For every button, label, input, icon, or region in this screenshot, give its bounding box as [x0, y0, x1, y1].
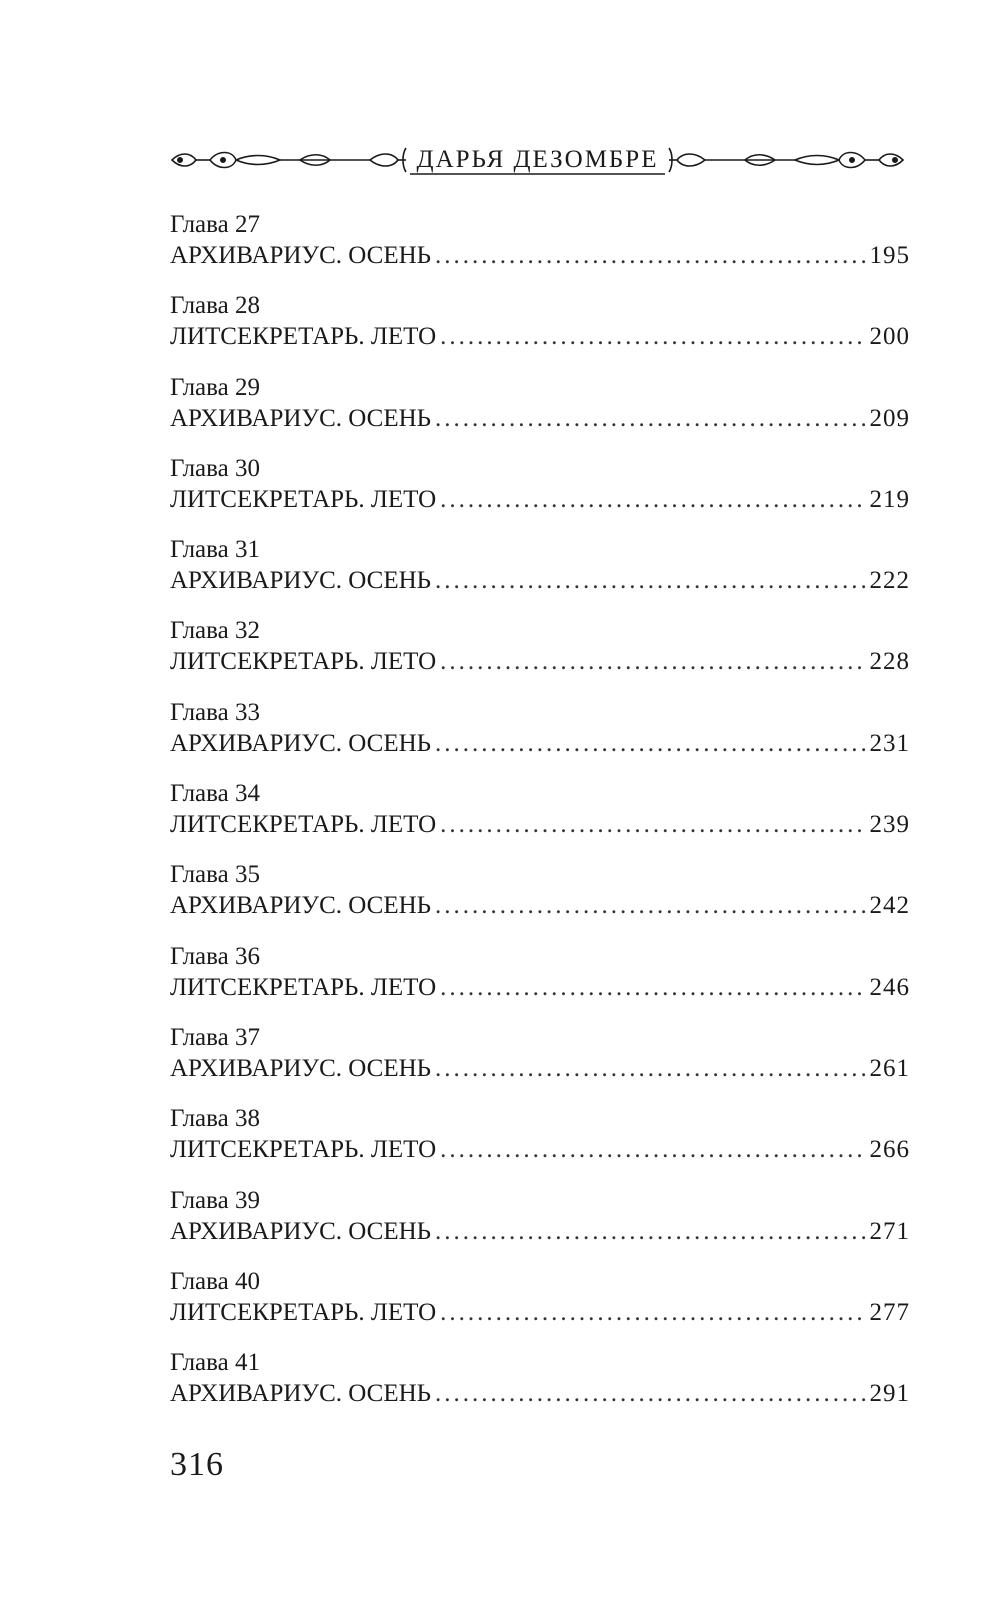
dot-leader — [440, 1297, 865, 1328]
chapter-number: Глава 35 — [170, 861, 260, 889]
chapter-number: Глава 41 — [170, 1349, 260, 1377]
dot-leader — [440, 484, 865, 515]
toc-title-line — [170, 646, 910, 677]
page-ref: 261 — [869, 1054, 910, 1082]
toc-entry — [170, 534, 910, 615]
toc-entry — [170, 1266, 910, 1347]
page-ref: 271 — [869, 1217, 910, 1245]
dot-leader — [440, 972, 865, 1003]
running-header — [170, 138, 905, 182]
chapter-title: АРХИВАРИУС. ОСЕНЬ — [170, 892, 431, 920]
dot-leader — [435, 403, 866, 434]
dot-leader — [435, 890, 866, 921]
page-ref: 195 — [869, 242, 910, 269]
chapter-title: ЛИТСЕКРЕТАРЬ. ЛЕТО — [170, 323, 437, 351]
page-number: 316 — [170, 1446, 224, 1483]
toc-entry — [170, 615, 910, 696]
page-ref: 242 — [869, 892, 910, 920]
chapter-number: Глава 38 — [170, 1105, 260, 1133]
dot-leader — [440, 1134, 865, 1165]
chapter-title: ЛИТСЕКРЕТАРЬ. ЛЕТО — [170, 1298, 437, 1326]
chapter-title: ЛИТСЕКРЕТАРЬ. ЛЕТО — [170, 485, 437, 513]
chapter-number: Глава 37 — [170, 1023, 260, 1051]
chapter-number: Глава 27 — [170, 211, 260, 238]
chapter-number: Глава 29 — [170, 373, 260, 401]
chapter-title: АРХИВАРИУС. ОСЕНЬ — [170, 729, 431, 757]
toc-title-line — [170, 565, 910, 596]
chapter-title: АРХИВАРИУС. ОСЕНЬ — [170, 1380, 431, 1408]
page-ref: 239 — [869, 811, 910, 839]
toc-entry — [170, 372, 910, 453]
page-ref: 209 — [869, 404, 910, 432]
dot-leader — [435, 240, 866, 271]
toc-title-line — [170, 1216, 910, 1247]
toc-title-line — [170, 890, 910, 921]
dot-leader — [440, 809, 865, 840]
dot-leader — [435, 1216, 866, 1247]
toc-title-line — [170, 728, 910, 759]
chapter-number: Глава 28 — [170, 292, 260, 320]
chapter-title: ЛИТСЕКРЕТАРЬ. ЛЕТО — [170, 1136, 437, 1164]
chapter-title: ЛИТСЕКРЕТАРЬ. ЛЕТО — [170, 973, 437, 1001]
page-ref: 246 — [869, 973, 910, 1001]
toc-entry — [170, 453, 910, 534]
dot-leader — [440, 646, 865, 677]
page-ref: 231 — [869, 729, 910, 757]
page-ref: 200 — [869, 323, 910, 351]
author-name: ДАРЬЯ ДЕЗОМБРЕ — [413, 146, 663, 173]
dot-leader — [435, 1053, 866, 1084]
toc-title-line — [170, 240, 910, 271]
toc-title-line — [170, 1378, 910, 1409]
toc-entry — [170, 1022, 910, 1103]
toc-title-line — [170, 809, 910, 840]
dot-leader — [440, 321, 865, 352]
toc-entry — [170, 859, 910, 940]
toc-title-line — [170, 972, 910, 1003]
toc-title-line — [170, 1134, 910, 1165]
chapter-title: АРХИВАРИУС. ОСЕНЬ — [170, 242, 431, 269]
chapter-title: АРХИВАРИУС. ОСЕНЬ — [170, 1217, 431, 1245]
page-ref: 219 — [869, 485, 910, 513]
toc-entry — [170, 778, 910, 859]
chapter-title: АРХИВАРИУС. ОСЕНЬ — [170, 567, 431, 595]
toc-entry — [170, 941, 910, 1022]
dot-leader — [435, 1378, 866, 1409]
chapter-number: Глава 39 — [170, 1186, 260, 1214]
running-header-author — [170, 145, 905, 175]
page-ref: 291 — [869, 1380, 910, 1408]
toc-entry — [170, 1347, 910, 1428]
table-of-contents — [170, 209, 910, 1428]
toc-title-line — [170, 321, 910, 352]
toc-entry — [170, 1103, 910, 1184]
chapter-title: ЛИТСЕКРЕТАРЬ. ЛЕТО — [170, 648, 437, 676]
page-ref: 222 — [869, 567, 910, 595]
chapter-title: АРХИВАРИУС. ОСЕНЬ — [170, 404, 431, 432]
chapter-number: Глава 34 — [170, 780, 260, 808]
chapter-number: Глава 31 — [170, 536, 260, 564]
toc-title-line — [170, 1053, 910, 1084]
page-ref: 228 — [869, 648, 910, 676]
dot-leader — [435, 565, 866, 596]
page-ref: 277 — [869, 1298, 910, 1326]
toc-entry — [170, 290, 910, 371]
chapter-number: Глава 30 — [170, 454, 260, 482]
chapter-number: Глава 36 — [170, 942, 260, 970]
toc-entry — [170, 1185, 910, 1266]
chapter-title: ЛИТСЕКРЕТАРЬ. ЛЕТО — [170, 811, 437, 839]
chapter-number: Глава 40 — [170, 1267, 260, 1295]
toc-entry — [170, 209, 910, 290]
toc-title-line — [170, 484, 910, 515]
toc-title-line — [170, 403, 910, 434]
toc-entry — [170, 697, 910, 778]
toc-title-line — [170, 1297, 910, 1328]
chapter-title: АРХИВАРИУС. ОСЕНЬ — [170, 1054, 431, 1082]
page-ref: 266 — [869, 1136, 910, 1164]
chapter-number: Глава 33 — [170, 698, 260, 726]
dot-leader — [435, 728, 866, 759]
chapter-number: Глава 32 — [170, 617, 260, 645]
